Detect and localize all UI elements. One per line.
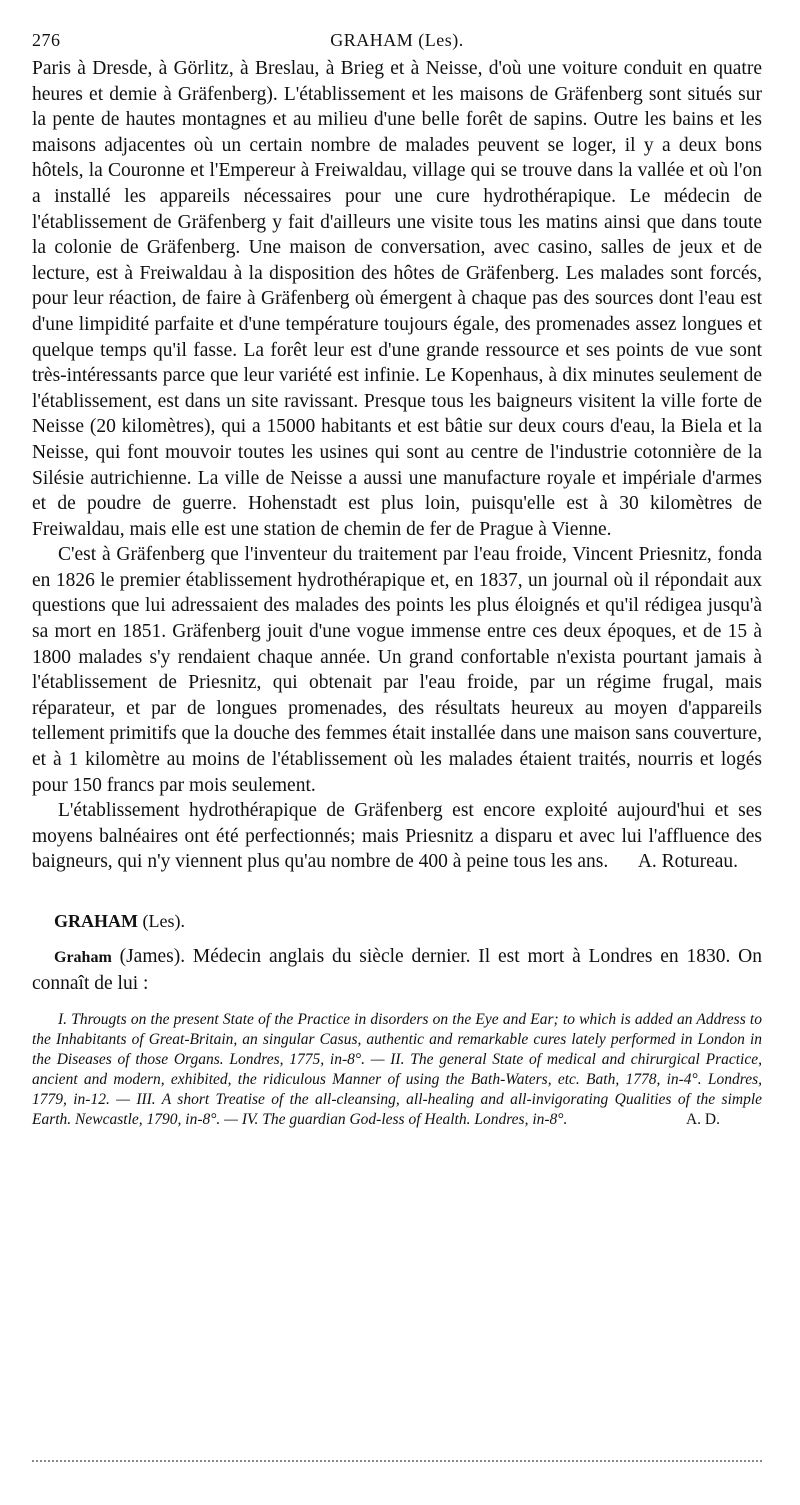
entry-given-name: (James). — [111, 946, 186, 967]
paragraph-1: Paris à Dresde, à Görlitz, à Breslau, à Brieg et à Neisse, d'où une voiture conduit en quatre heures et demie à Gräfenberg). L'établissement et les maisons de Gräfenberg sont situés sur la pente de hautes montagnes et au milieu d'une belle forêt de sapins. Outre les bains et les maisons adjacentes où un certain nombre de malades peuvent se loger, il y a deux bons hôtels, la Couronne et l'Empereur à Freiwaldau, village qui se trouve dans la vallée et où l'on a installé les appareils nécessaires pour une cure hydrothérapique. Le médecin de l'établissement de Gräfenberg y fait d'ailleurs une visite tous les matins ainsi que dans toute la colonie de Gräfenberg. Une maison de conversation, avec casino, salles de jeux et de lecture, est à Freiwaldau à la disposition des hôtes de Gräfenberg. Les malades sont forcés, pour leur réaction, de faire à Gräfenberg où émergent à chaque pas des sources dont l'eau est d'une limpidité parfaite et d'une température toujours égale, des promenades assez longues et quelque temps qu'il fasse. La forêt leur est d'une grande ressource et ses points de vue sont très-intéressants parce que leur variété est infinie. Le Kopenhaus, à dix minutes seulement de l'établissement, est dans un site ravissant. Presque tous les baigneurs visitent la ville forte de Neisse (20 kilomètres), qui a 15000 habitants et est bâtie sur deux cours d'eau, la Biela et la Neisse, qui font mouvoir toutes les usines qui sont au centre de l'industrie cotonnière de la Silésie autrichienne. La ville de Neisse a aussi une manufacture royale et impériale d'armes et de poudre de guerre. Hohenstadt est plus loin, puisqu'elle est à 30 kilomètres de Freiwaldau, mais elle est une station de chemin de fer de Prague à Vienne. — [32, 58, 762, 540]
section-heading-suffix: (Les). — [138, 911, 185, 931]
bibliography-text: I. Througts on the present State of the Practice in disorders on the Eye and Ear; to which is added an Address to the Inhabitants of Great-Britain, an singular Casus, authentic and remarkable cures lately performed in London in the Diseases of those Organs. Londres, 1775, in-8°. — II. The general State of medical and chirurgical Practice, ancient and modern, exhibited, the ridiculous Manner of using the Bath-Waters, etc. Bath, 1778, in-4°. Londres, 1779, in-12. — III. A short Treatise of the all-cleansing, all-healing and all-invigorating Qualities of the simple Earth. Newcastle, 1790, in-8°. — IV. The guardian God-less of Health. Londres, in-8°. — [32, 1011, 762, 1129]
article-body — [32, 56, 762, 875]
running-title: GRAHAM (Les). — [330, 30, 464, 50]
bibliography — [32, 1010, 762, 1130]
paragraph-3: L'établissement hydrothérapique de Gräfenberg est encore exploité aujourd'hui et ses moyens balnéaires ont été perfectionnés; mais Priesnitz a disparu et avec lui l'affluence des baigneurs, qui n'y viennent plus qu'au nombre de 400 à peine tous les ans. — [32, 800, 762, 873]
biography-entry — [32, 944, 762, 996]
paragraph-2: C'est à Gräfenberg que l'inventeur du traitement par l'eau froide, Vincent Priesnitz, fonda en 1826 le premier établissement hydrothérapique et, en 1837, un journal où il répondait aux questions que lui adressaient des malades des points les plus éloignés et qu'il rédigea jusqu'à sa mort en 1851. Gräfenberg jouit d'une vogue immense entre ces deux époques, et de 15 à 1800 malades s'y rendaient chaque année. Un grand confortable n'exista pourtant jamais à l'établissement de Priesnitz, qui obtenait par l'eau froide, par un régime frugal, mais réparateur, et par de longues promenades, des résultats heureux au moyen d'appareils tellement primitifs que la douche des femmes était installée dans une maison sans couverture, et à 1 kilomètre au moins de l'établissement où les malades étaient traités, nourris et logés pour 150 francs par mois seulement. — [32, 544, 762, 796]
page-number: 276 — [32, 30, 61, 50]
section-heading-name: GRAHAM — [54, 911, 138, 931]
author-signature: A. Rotureau. — [637, 851, 738, 873]
footer-rule — [32, 1460, 762, 1462]
section-heading — [54, 911, 762, 932]
page-header — [32, 30, 762, 56]
bibliography-signature: A. D. — [685, 1111, 720, 1129]
document-page — [32, 30, 762, 1130]
entry-name: Graham — [54, 949, 112, 966]
entry-text: Médecin anglais du siècle dernier. Il est mort à Londres en 1830. On connaît de lui : — [32, 946, 762, 994]
